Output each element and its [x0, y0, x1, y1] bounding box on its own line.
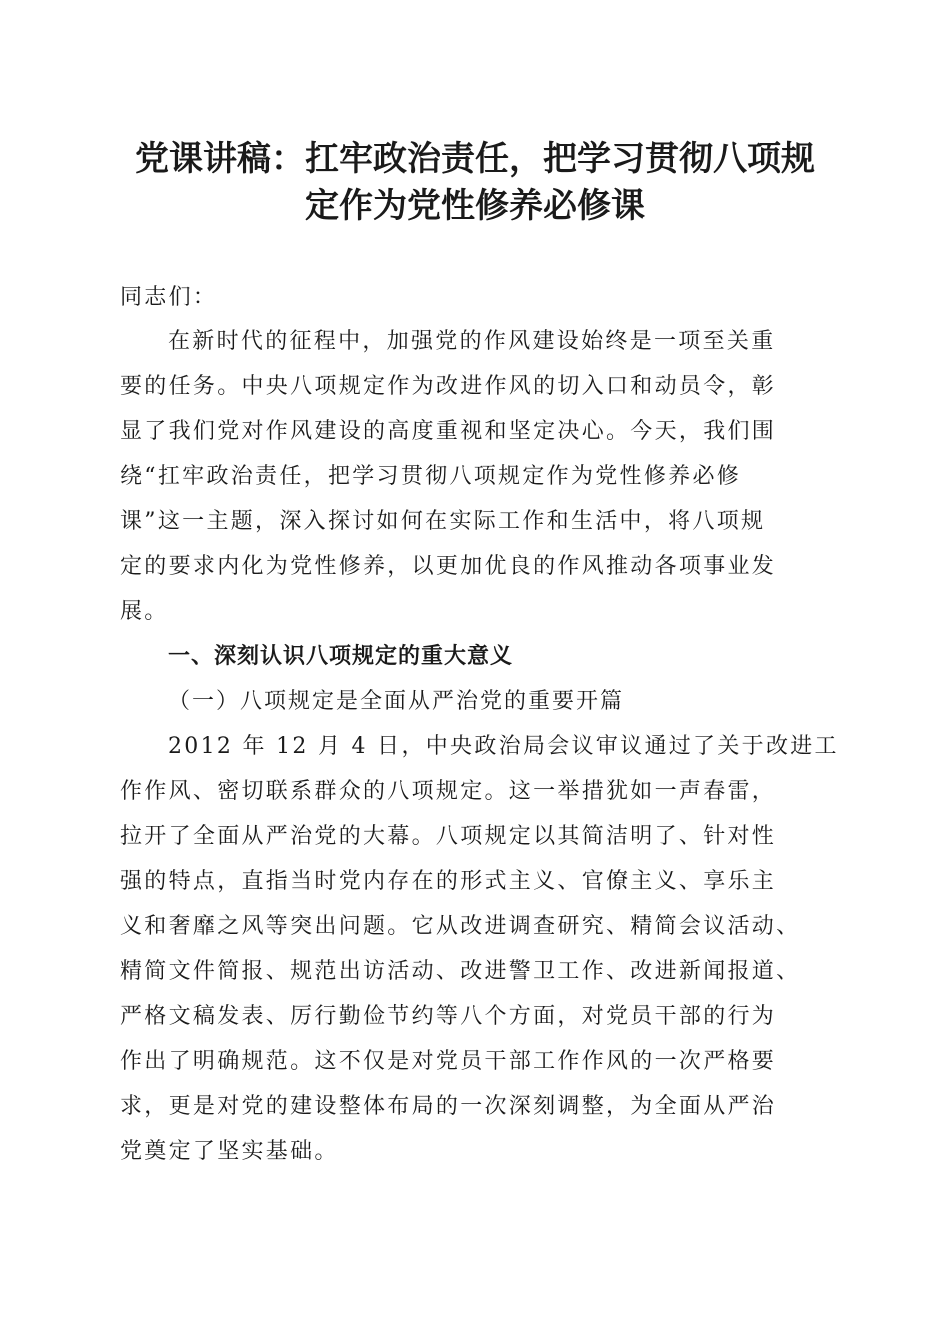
body-line-3: 拉开了全面从严治党的大幕。八项规定以其简洁明了、针对性 — [120, 824, 777, 849]
document-title-line-2: 定作为党性修养必修课 — [305, 186, 645, 226]
body-line-1: 2012 年 12 月 4 日，中央政治局会议审议通过了关于改进工 — [168, 734, 839, 759]
body-line-10: 党奠定了坚实基础。 — [120, 1139, 339, 1164]
body-line-9: 求，更是对党的建设整体布局的一次深刻调整，为全面从严治 — [120, 1094, 777, 1119]
body-line-6: 精简文件简报、规范出访活动、改进警卫工作、改进新闻报道、 — [120, 959, 801, 984]
intro-line-7: 展。 — [120, 599, 169, 624]
body-line-4: 强的特点，直指当时党内存在的形式主义、官僚主义、享乐主 — [120, 869, 777, 894]
intro-line-4: 绕“扛牢政治责任，把学习贯彻八项规定作为党性修养必修 — [120, 464, 742, 489]
document-title-line-1: 党课讲稿：扛牢政治责任，把学习贯彻八项规 — [135, 139, 815, 179]
body-line-7: 严格文稿发表、厉行勤俭节约等八个方面，对党员干部的行为 — [120, 1004, 777, 1029]
intro-line-5: 课”这一主题，深入探讨如何在实际工作和生活中，将八项规 — [120, 509, 766, 534]
body-line-8: 作出了明确规范。这不仅是对党员干部工作作风的一次严格要 — [120, 1049, 777, 1074]
body-line-2: 作作风、密切联系群众的八项规定。这一举措犹如一声春雷， — [120, 779, 777, 804]
intro-line-1: 在新时代的征程中，加强党的作风建设始终是一项至关重 — [168, 329, 776, 354]
section-heading: 一、深刻认识八项规定的重大意义 — [168, 644, 514, 669]
intro-line-2: 要的任务。中央八项规定作为改进作风的切入口和动员令，彰 — [120, 374, 777, 399]
salutation: 同志们： — [120, 285, 218, 310]
intro-line-3: 显了我们党对作风建设的高度重视和坚定决心。今天，我们围 — [120, 419, 777, 444]
body-line-5: 义和奢靡之风等突出问题。它从改进调查研究、精简会议活动、 — [120, 914, 801, 939]
intro-line-6: 定的要求内化为党性修养，以更加优良的作风推动各项事业发 — [120, 554, 777, 579]
subsection-heading: （一）八项规定是全面从严治党的重要开篇 — [168, 689, 625, 714]
